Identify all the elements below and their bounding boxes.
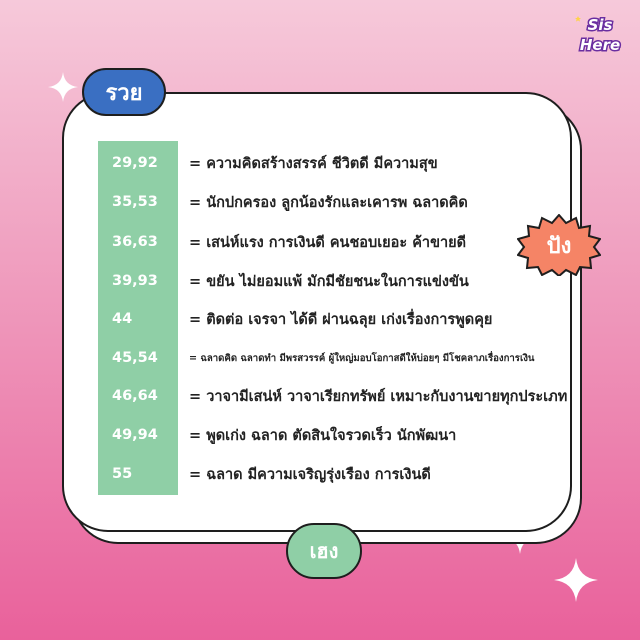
- logo-line-2: Here: [579, 36, 621, 54]
- number-meaning: = ขยัน ไม่ยอมแพ้ มักมีชัยชนะในการแข่งขัน: [189, 273, 469, 290]
- lucky-number: 35,53: [112, 194, 158, 210]
- lucky-number: 39,93: [112, 273, 158, 289]
- number-meaning: = นักปกครอง ลูกน้องรักและเคารพ ฉลาดคิด: [189, 194, 468, 211]
- list-item: [98, 227, 578, 257]
- sparkle-icon: [554, 558, 598, 602]
- list-item: [98, 381, 578, 411]
- list-item: [98, 187, 578, 217]
- lucky-number: 45,54: [112, 350, 158, 366]
- number-meaning: = ฉลาด มีความเจริญรุ่งเรือง การเงินดี: [189, 466, 431, 483]
- list-item: [98, 343, 578, 373]
- list-item: [98, 304, 578, 334]
- lucky-number: 36,63: [112, 234, 158, 250]
- number-meaning: = วาจามีเสน่ห์ วาจาเรียกทรัพย์ เหมาะกับงานขายทุกประเภท: [189, 388, 568, 405]
- ruay-badge: รวย: [82, 68, 166, 116]
- list-item: [98, 459, 578, 489]
- number-meaning: = เสน่ห์แรง การเงินดี คนชอบเยอะ ค้าขายดี: [189, 234, 467, 251]
- pang-label: ปัง: [546, 233, 572, 259]
- number-meaning: = ฉลาดคิด ฉลาดทำ มีพรสวรรค์ ผู้ใหญ่มอบโอกาสดีให้บ่อยๆ มีโชคลาภเรื่องการเงิน: [189, 352, 535, 364]
- pang-badge: [517, 214, 601, 276]
- number-meaning: = ติดต่อ เจรจา ได้ดี ผ่านฉลุย เก่งเรื่องการพูดคุย: [189, 311, 493, 328]
- lucky-number: 29,92: [112, 155, 158, 171]
- lucky-number: 49,94: [112, 427, 158, 443]
- sparkle-icon: [48, 72, 78, 102]
- number-meaning: = พูดเก่ง ฉลาด ตัดสินใจรวดเร็ว นักพัฒนา: [189, 427, 457, 444]
- heng-badge: เฮง: [286, 523, 362, 579]
- list-item: [98, 148, 578, 178]
- logo-line-1: Sis: [587, 16, 613, 34]
- list-item: [98, 420, 578, 450]
- lucky-number: 46,64: [112, 388, 158, 404]
- sis-here-logo: [567, 10, 633, 56]
- number-meaning: = ความคิดสร้างสรรค์ ชีวิตดี มีความสุข: [189, 155, 438, 172]
- list-item: [98, 266, 578, 296]
- lucky-number: 44: [112, 311, 133, 327]
- lucky-number: 55: [112, 466, 133, 482]
